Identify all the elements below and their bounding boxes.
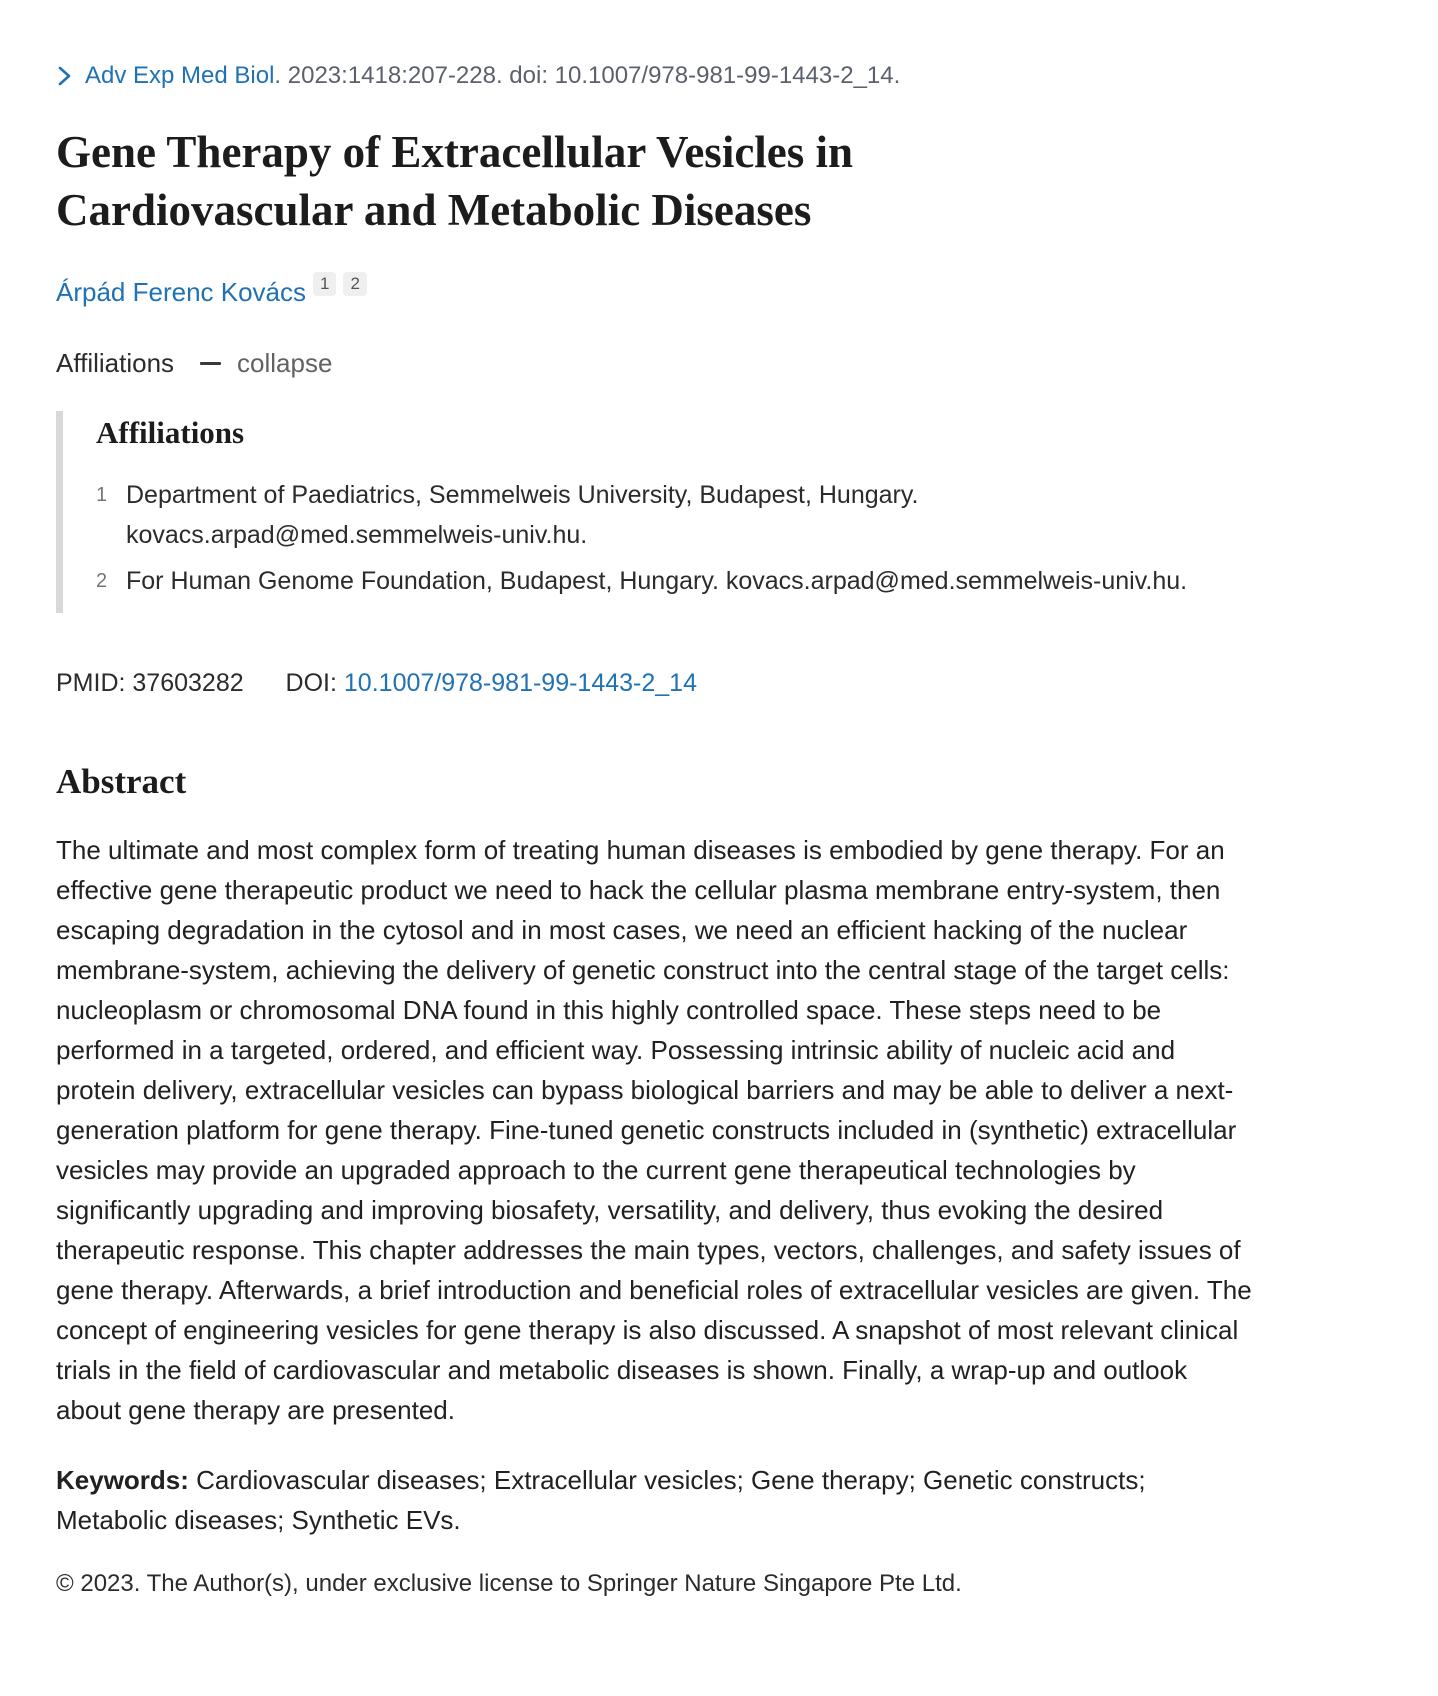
affiliations-toggle-row: [56, 348, 1382, 379]
identifiers-row: [56, 669, 1382, 698]
affiliation-text: For Human Genome Foundation, Budapest, Hungary. kovacs.arpad@med.semmelweis-univ.hu.: [126, 567, 1188, 596]
author-row: [56, 274, 1382, 308]
affiliations-toggle-label: Affiliations: [56, 348, 175, 379]
affiliation-number: 2: [96, 570, 108, 593]
author-affiliation-badge-1[interactable]: 1: [313, 272, 336, 296]
keywords-label: Keywords:: [56, 1465, 189, 1496]
doi-link[interactable]: 10.1007/978-981-99-1443-2_14: [343, 669, 697, 698]
doi-label: DOI:: [285, 669, 337, 698]
affiliations-panel: [56, 411, 1382, 613]
article-page: [56, 62, 1382, 1598]
minus-icon: [200, 362, 221, 365]
page-title: Gene Therapy of Extracellular Vesicles in Cardiovascular and Metabolic Diseases: [56, 127, 854, 235]
abstract-heading: Abstract: [56, 762, 187, 802]
affiliations-collapse-button[interactable]: [200, 348, 332, 379]
affiliation-item: [96, 475, 1382, 555]
affiliation-number: 1: [96, 484, 108, 507]
citation-details: . 2023:1418:207-228. doi: 10.1007/978-981-99-1443-2_14.: [274, 62, 901, 89]
chevron-right-icon[interactable]: [56, 64, 73, 88]
breadcrumb: [56, 62, 1382, 90]
affiliation-item: [96, 561, 1382, 601]
affiliations-heading: Affiliations: [96, 415, 245, 451]
keywords-paragraph: [56, 1460, 1256, 1540]
copyright-notice: © 2023. The Author(s), under exclusive license to Springer Nature Singapore Pte Ltd.: [56, 1570, 962, 1598]
keywords-text: Cardiovascular diseases; Extracellular vesicles; Gene therapy; Genetic constructs; Metabolic diseases; Synthetic EVs.: [56, 1465, 1146, 1536]
pmid-value: 37603282: [132, 669, 244, 698]
journal-link[interactable]: Adv Exp Med Biol: [85, 62, 275, 89]
affiliations-list: [96, 475, 1382, 601]
affiliation-text: Department of Paediatrics, Semmelweis University, Budapest, Hungary. kovacs.arpad@med.semmelweis-univ.hu.: [126, 481, 919, 550]
pmid-label: PMID:: [56, 669, 126, 698]
author-affiliation-badge-2[interactable]: 2: [343, 272, 366, 296]
collapse-label: collapse: [237, 348, 333, 379]
abstract-text: The ultimate and most complex form of treating human diseases is embodied by gene therapy. For an effective gene therapeutic product we need to hack the cellular plasma membrane entry-system, then escaping degradation in the cytosol and in most cases, we need an efficient hacking of the nuclear membrane-system, achieving the delivery of genetic construct into the central stage of the target cells: nucleoplasm or chromosomal DNA found in this highly controlled space. These steps need to be performed in a targeted, ordered, and efficient way. Possessing intrinsic ability of nucleic acid and protein delivery, extracellular vesicles can bypass biological barriers and may be able to deliver a next-generation platform for gene therapy. Fine-tuned genetic constructs included in (synthetic) extracellular vesicles may provide an upgraded approach to the current gene therapeutical technologies by significantly upgrading and improving biosafety, versatility, and delivery, thus evoking the desired therapeutic response. This chapter addresses the main types, vectors, challenges, and safety issues of gene therapy. Afterwards, a brief introduction and beneficial roles of extracellular vesicles are given. The concept of engineering vesicles for gene therapy is also discussed. A snapshot of most relevant clinical trials in the field of cardiovascular and metabolic diseases is shown. Finally, a wrap-up and outlook about gene therapy are presented.: [56, 835, 1252, 1426]
author-link[interactable]: Árpád Ferenc Kovács: [56, 277, 307, 308]
